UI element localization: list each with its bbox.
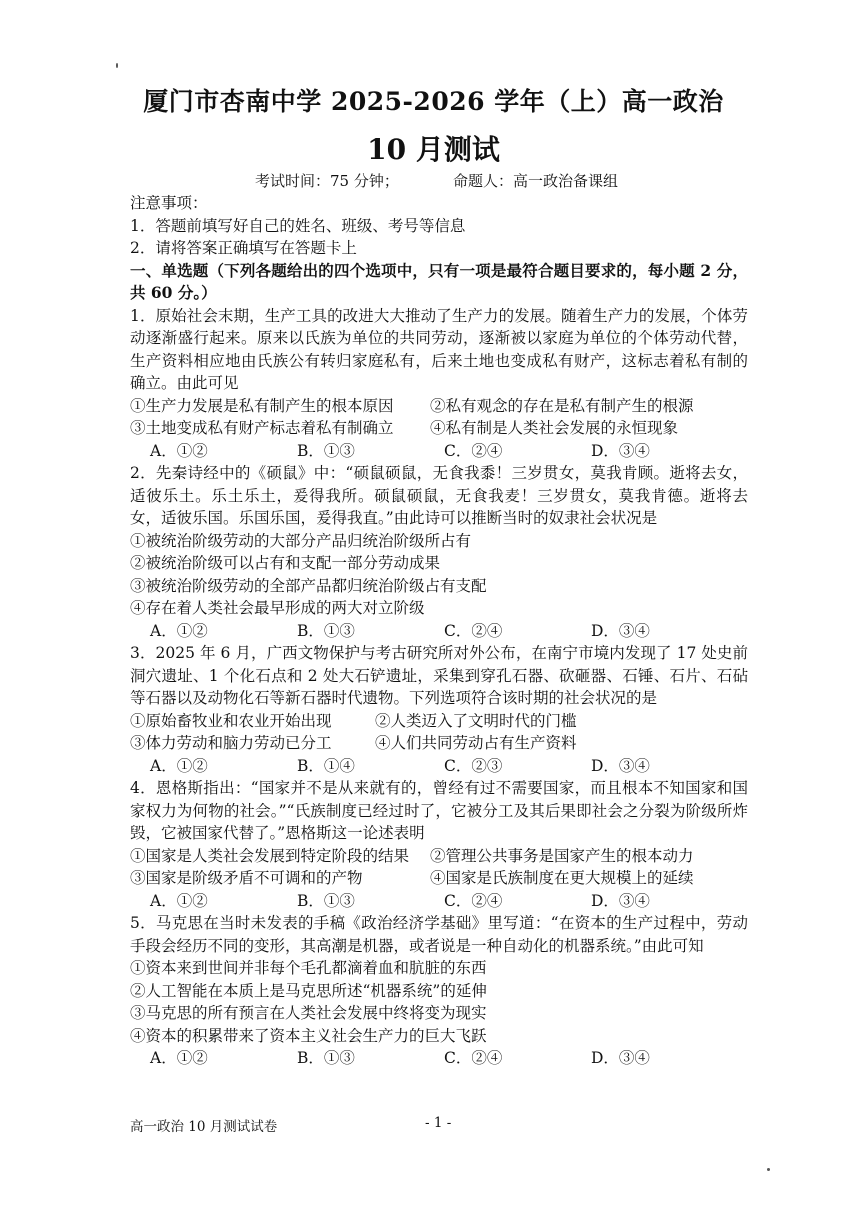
- answer-choices: [130, 1047, 748, 1070]
- option-row: [130, 867, 748, 890]
- option-row: [130, 732, 748, 755]
- answer-choice-a: A．①②: [150, 756, 208, 775]
- answer-choice-b: B．①③: [297, 621, 355, 640]
- option-row: [130, 417, 748, 440]
- answer-choice-a: A．①②: [150, 441, 208, 460]
- exam-author: 命题人：高一政治备课组: [453, 172, 619, 190]
- exam-subtitle: 10 月测试: [367, 133, 500, 166]
- answer-choice-c: C．②④: [444, 621, 503, 640]
- option-item: ④资本的积累带来了资本主义社会生产力的巨大飞跃: [130, 1026, 487, 1045]
- note-item: 2．请将答案正确填写在答题卡上: [130, 239, 357, 257]
- option-row: [130, 845, 748, 868]
- question-stem: 2．先秦诗经中的《硕鼠》中：“硕鼠硕鼠，无食我黍！三岁贯女，莫我肯顾。逝将去女，适彼乐土。乐土乐土，爰得我所。硕鼠硕鼠，无食我麦！三岁贯女，莫我肯德。逝将去女，适彼乐国。乐国乐国，爰得我直。”由此诗可以推断当时的奴隶社会状况是: [130, 464, 748, 527]
- answer-choice-d: D．③④: [591, 1049, 650, 1067]
- option-item: ②管理公共事务是国家产生的根本动力: [430, 846, 694, 865]
- question-5: [130, 912, 748, 1070]
- question-4: [130, 777, 748, 912]
- answer-choice-c: C．②④: [444, 891, 503, 910]
- option-item: ②被统治阶级可以占有和支配一部分劳动成果: [130, 554, 441, 572]
- answer-choice-d: D．③④: [591, 441, 650, 460]
- option-item: ④私有制是人类社会发展的永恒现象: [430, 419, 679, 437]
- option-item: ②人工智能在本质上是马克思所述“机器系统”的延伸: [130, 981, 487, 1000]
- option-item: ①被统治阶级劳动的大部分产品归统治阶级所占有: [130, 531, 472, 550]
- option-item: ④国家是氏族制度在更大规模上的延续: [430, 869, 694, 887]
- option-item: ④人们共同劳动占有生产资料: [375, 734, 577, 752]
- scan-speck: [767, 1168, 770, 1171]
- option-item: ③国家是阶级矛盾不可调和的产物: [130, 869, 363, 887]
- answer-choice-a: A．①②: [150, 891, 208, 910]
- option-item: ①资本来到世间并非每个毛孔都滴着血和肮脏的东西: [130, 959, 487, 977]
- question-stem: 4．恩格斯指出：“国家并不是从来就有的，曾经有过不需要国家，而且根本不知国家和国家权力为何物的社会。”“氏族制度已经过时了，它被分工及其后果即社会之分裂为阶级所炸毁，它被国家代替了。”恩格斯这一论述表明: [130, 779, 748, 842]
- note-item: 1．答题前填写好自己的姓名、班级、考号等信息: [130, 216, 466, 235]
- section-title: 一、单选题（下列各题给出的四个选项中，只有一项是最符合题目要求的，每小题 2 分，共 60 分。）: [130, 260, 748, 302]
- answer-choices: [130, 440, 748, 463]
- answer-choices: [130, 620, 748, 643]
- exam-time: 考试时间：75 分钟；: [255, 172, 399, 190]
- option-item: ②人类迈入了文明时代的门槛: [375, 711, 577, 730]
- option-item: ③马克思的所有预言在人类社会发展中终将变为现实: [130, 1004, 487, 1022]
- answer-choice-a: A．①②: [150, 1049, 208, 1067]
- question-stem: 3．2025 年 6 月，广西文物保护与考古研究所对外公布，在南宁市境内发现了 17 处史前洞穴遗址、1 个化石点和 2 处大石铲遗址，采集到穿孔石器、砍砸器、石锤、石片、石砧等石器以及动物化石等新石器时代遗物。下列选项符合该时期的社会状况的是: [130, 644, 748, 707]
- exam-content: [130, 192, 748, 1070]
- question-3: [130, 642, 748, 777]
- exam-title: 厦门市杏南中学 2025-2026 学年（上）高一政治: [143, 87, 724, 116]
- question-2: [130, 462, 748, 642]
- option-item: ④存在着人类社会最早形成的两大对立阶级: [130, 599, 425, 617]
- answer-choice-d: D．③④: [591, 891, 650, 910]
- option-row: [130, 710, 748, 733]
- answer-choice-b: B．①③: [297, 891, 355, 910]
- option-item: ②私有观念的存在是私有制产生的根源: [430, 396, 694, 415]
- answer-choice-b: B．①③: [297, 441, 355, 460]
- question-1: [130, 305, 748, 463]
- question-stem: 5．马克思在当时未发表的手稿《政治经济学基础》里写道：“在资本的生产过程中，劳动手段会经历不同的变形，其高潮是机器，或者说是一种自动化的机器系统。”由此可知: [130, 914, 748, 955]
- option-item: ③被统治阶级劳动的全部产品都归统治阶级占有支配: [130, 576, 487, 595]
- page-number: - 1 -: [425, 1115, 452, 1131]
- footer-label: 高一政治 10 月测试试卷: [130, 1119, 278, 1135]
- answer-choices: [130, 890, 748, 913]
- option-item: ③体力劳动和脑力劳动已分工: [130, 734, 332, 752]
- answer-choice-c: C．②④: [444, 441, 503, 460]
- option-row: [130, 395, 748, 418]
- notes-heading: 注意事项：: [130, 194, 208, 212]
- answer-choices: [130, 755, 748, 778]
- answer-choice-c: C．②③: [444, 756, 503, 775]
- question-stem: 1．原始社会末期，生产工具的改进大大推动了生产力的发展。随着生产力的发展，个体劳动逐渐盛行起来。原来以氏族为单位的共同劳动，逐渐被以家庭为单位的个体劳动代替，生产资料相应地由氏族公有转归家庭私有，后来土地也变成私有财产，这标志着私有制的确立。由此可见: [130, 306, 748, 392]
- answer-choice-d: D．③④: [591, 756, 650, 775]
- answer-choice-b: B．①③: [297, 1049, 355, 1067]
- option-item: ①国家是人类社会发展到特定阶段的结果: [130, 846, 410, 865]
- option-item: ①原始畜牧业和农业开始出现: [130, 711, 332, 730]
- answer-choice-b: B．①④: [297, 756, 355, 775]
- scan-speck: [116, 63, 118, 68]
- answer-choice-a: A．①②: [150, 621, 208, 640]
- answer-choice-d: D．③④: [591, 621, 650, 640]
- option-item: ①生产力发展是私有制产生的根本原因: [130, 396, 394, 415]
- answer-choice-c: C．②④: [444, 1049, 503, 1067]
- option-item: ③土地变成私有财产标志着私有制确立: [130, 419, 394, 437]
